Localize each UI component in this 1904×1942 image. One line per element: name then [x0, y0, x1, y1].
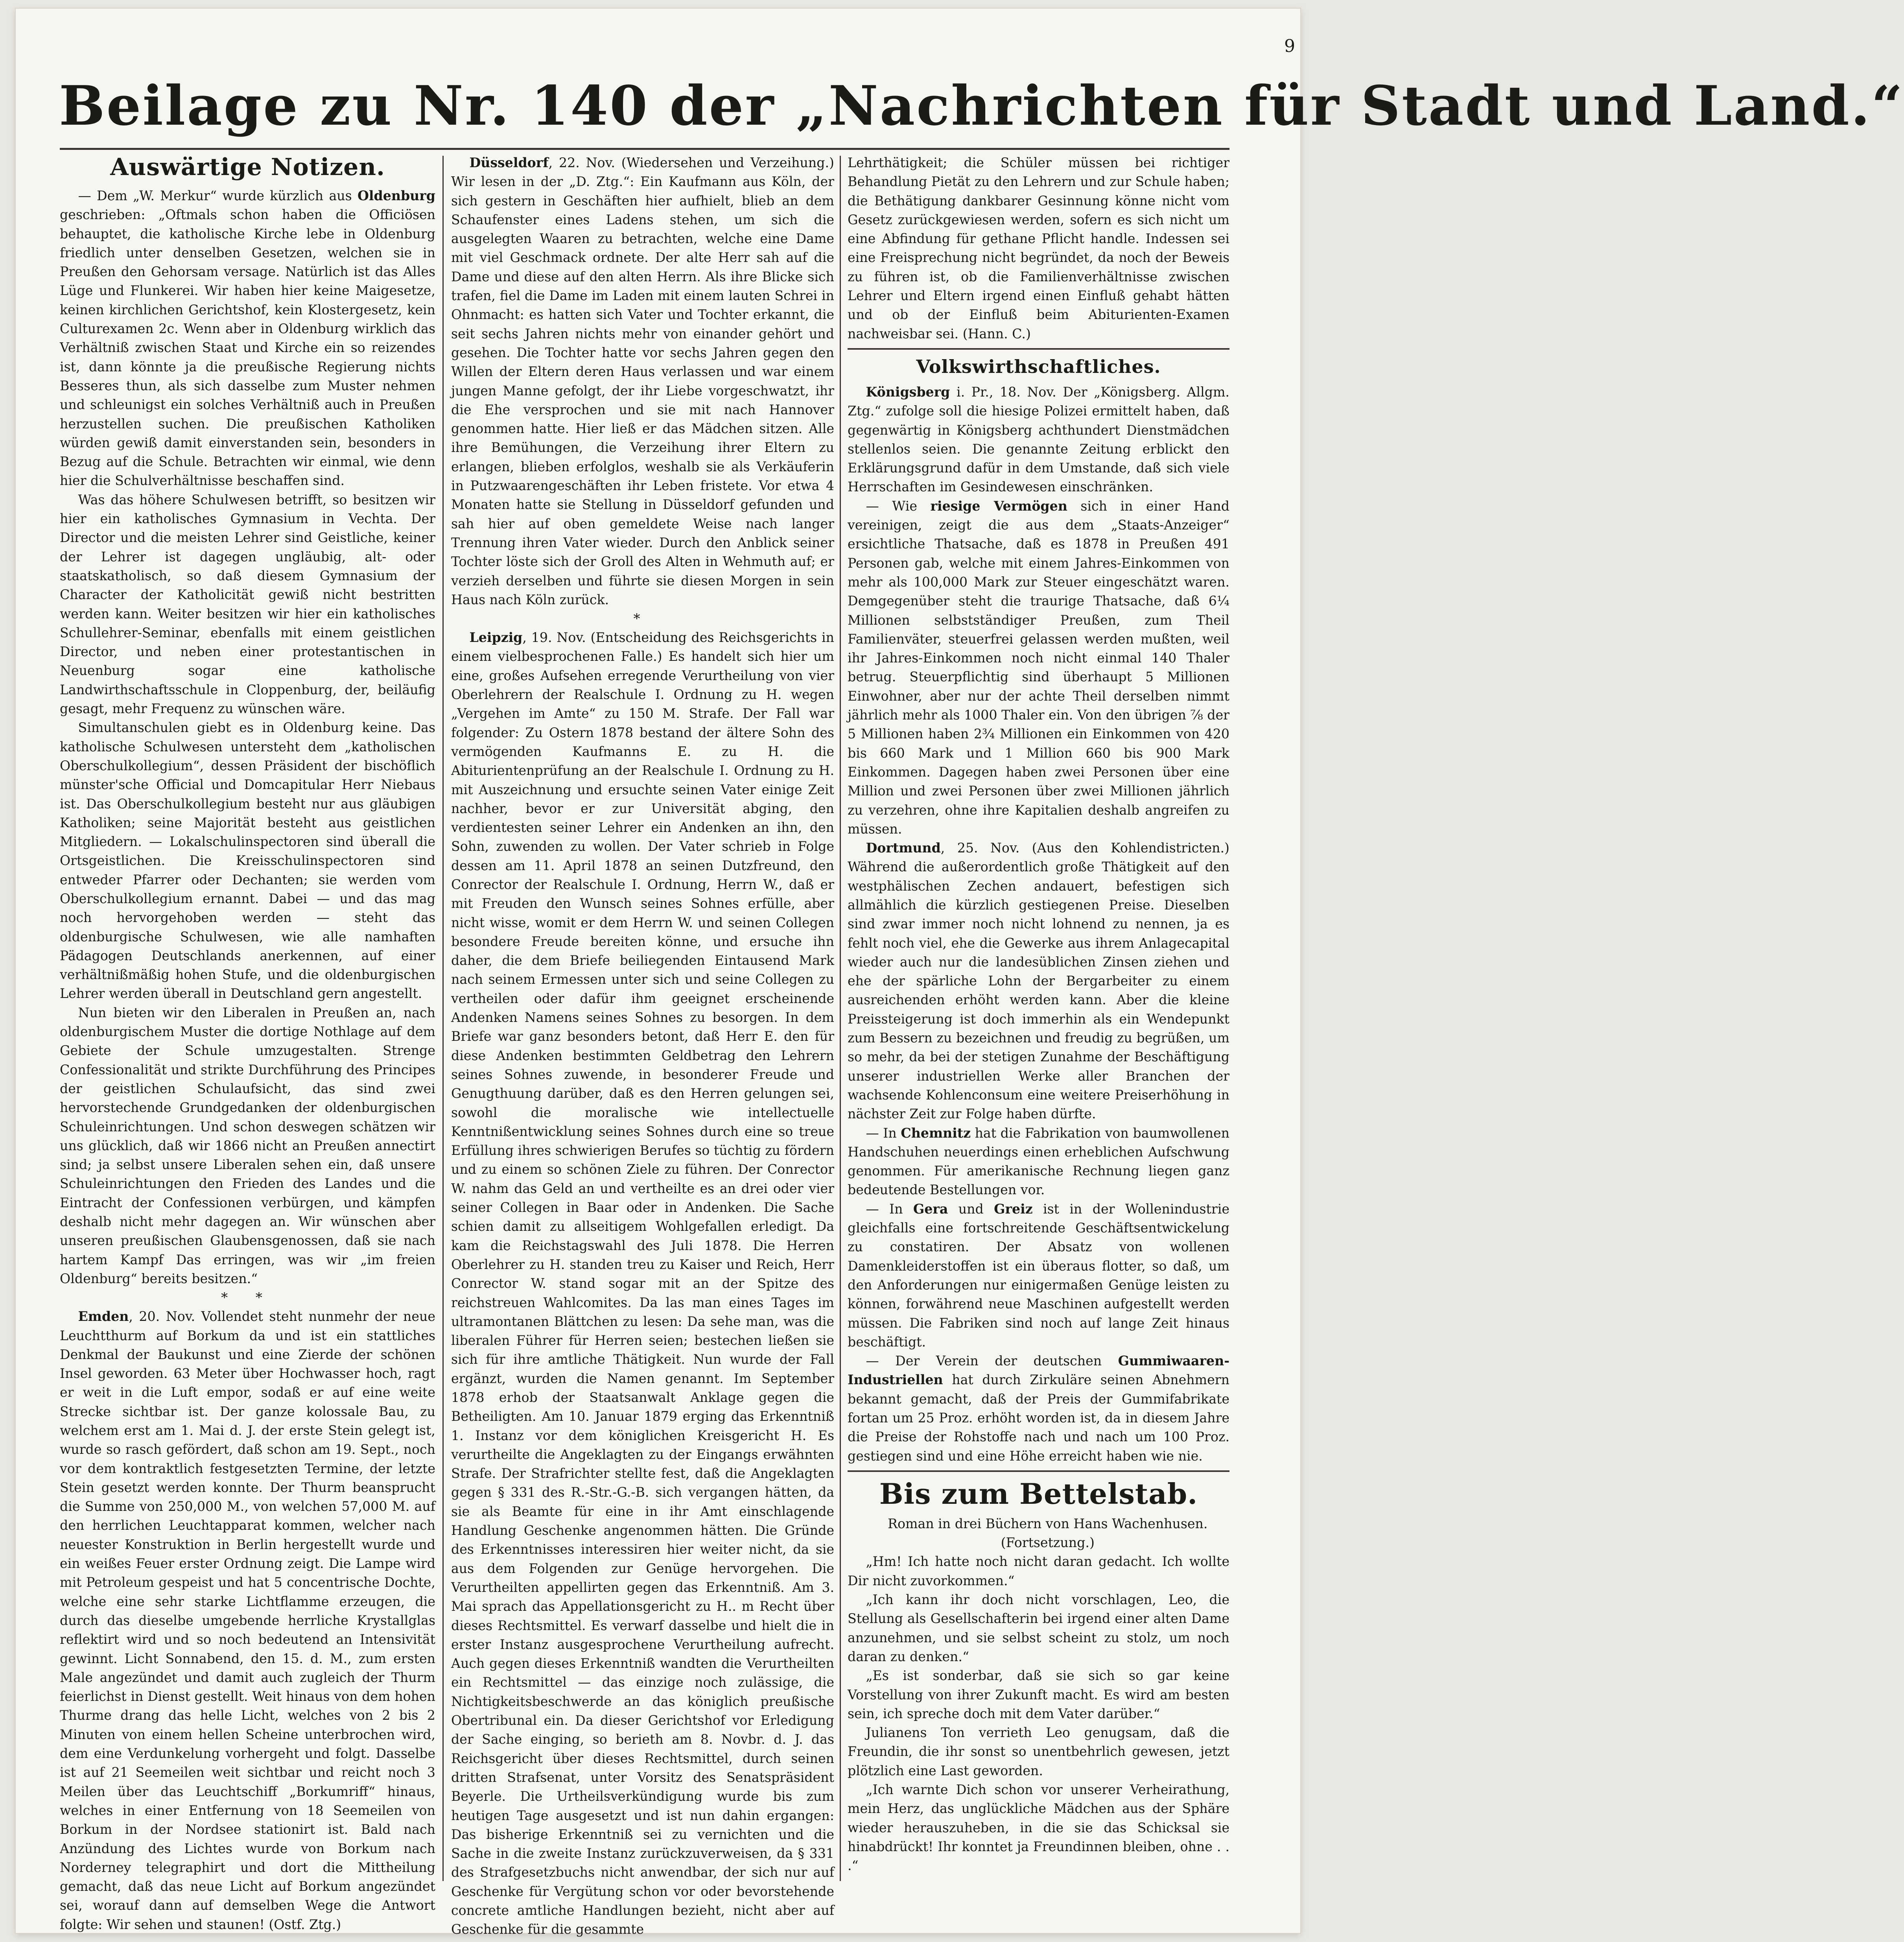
- source-note: (Hann. C.): [962, 326, 1031, 341]
- column-2: [451, 153, 834, 1939]
- article-koenigsberg: Königsberg i. Pr., 18. Nov. Der „Königsberg. Allgm. Ztg.“ zufolge soll die hiesige Polizei ermittelt haben, daß gegenwärtig in Königsberg achthundert Dienstmädchen stellenlos seien. Die genannte Zeitung erblickt den Erklärungsgrund dafür in dem Umstande, daß sich viele Herrschaften im Gesindewesen einschränken.: [848, 384, 1229, 495]
- article-chemnitz: — In Chemnitz hat die Fabrikation von baumwollenen Handschuhen neuerdings einen erheblichen Aufschwung genommen. Für amerikanische Rechnung liegen ganz bedeutende Bestellungen vor.: [848, 1125, 1229, 1198]
- feuilleton-rule: [848, 1470, 1229, 1472]
- novel-title: Bis zum Bettelstab.: [879, 1477, 1198, 1510]
- source-note: (Ostf. Ztg.): [269, 1916, 341, 1932]
- novel-subtitle: Roman in drei Büchern von Hans Wachenhusen.: [888, 1516, 1208, 1531]
- article-oldenburg: — Dem „W. Merkur“ wurde kürzlich aus Oldenburg geschrieben: „Oftmals schon haben die Officiösen behauptet, die katholische Kirche lebe in Oldenburg friedlich unter denselben Gesetzen, welchen sie in Preußen den Gehorsam versage. Natürlich ist das Alles Lüge und Flunkerei. Wir haben hier keine Maigesetze, keinen kirchlichen Gerichtshof, kein Klostergesetz, kein Culturexamen 2c. Wenn aber in Oldenburg wirklich das Verhältniß zwischen Staat und Kirche ein so reizendes ist, dann könnte ja die preußische Regierung nichts Besseres thun, als sich dasselbe zum Muster nehmen und schleunigst ein solches Verhältniß auch in Preußen herzustellen suchen. Die preußischen Katholiken würden gewiß damit einverstanden sein, besonders in Bezug auf die Schule. Betrachten wir einmal, wie denn hier die Schulverhältnisse beschaffen sind.: [60, 188, 435, 489]
- dateline-duesseldorf: Düsseldorf: [469, 155, 549, 170]
- novel-paragraph: „Es ist sonderbar, daß sie sich so gar keine Vorstellung von ihrer Zukunft macht. Es wird am besten sein, ich spreche doch mit dem Vater darüber.“: [848, 1668, 1229, 1721]
- article-emden: Emden, 20. Nov. Vollendet steht nunmehr der neue Leuchtthurm auf Borkum da und ist ein stattliches Denkmal der Baukunst und eine Zierde der schönen Insel geworden. 63 Meter über Hochwasser hoch, ragt er weit in die Luft empor, sodaß er auf eine weite Strecke sichtbar ist. Der ganze kolossale Bau, zu welchem erst am 1. Mai d. J. der erste Stein gelegt ist, wurde so rasch gefördert, daß schon am 19. Sept., noch vor dem kontraktlich festgesetzten Termine, der letzte Stein gesetzt werden konnte. Der Thurm beansprucht die Summe von 250,000 M., von welchen 57,000 M. auf den herrlichen Leuchtapparat kommen, welcher nach neuester Konstruktion in Berlin hergestellt wurde und ein weißes Feuer erster Ordnung zeigt. Die Lampe wird mit Petroleum gespeist und hat 5 concentrische Dochte, welche eine sehr starke Lichtflamme erzeugen, die durch das dieselbe umgebende herrliche Krystallglas reflektirt wird und so noch bedeutend an Intensivität gewinnt. Licht Sonnabend, den 15. d. M., zum ersten Male angezündet und damit auch zugleich der Thurm feierlichst in Dienst gestellt. Weit hinaus von dem hohen Thurme drang das helle Licht, welches von 2 bis 2 Minuten von einem hellen Scheine unterbrochen wird, dem eine Verdunkelung vorhergeht und folgt. Dasselbe ist auf 21 Seemeilen weit sichtbar und reicht noch 3 Meilen über das Leuchtschiff „Borkumriff“ hinaus, welches in einer Entfernung von 18 Seemeilen von Borkum in der Nordsee stationirt ist. Bald nach Anzündung des Lichtes wurde von Borkum nach Norderney telegraphirt und dort die Mittheilung gemacht, daß das neue Licht auf Borkum angezündet sei, worauf dann auf demselben Wege die Antwort folgte: Wir sehen und staunen! (Ostf. Ztg.): [60, 1309, 435, 1932]
- dateline-dortmund: Dortmund: [866, 840, 941, 856]
- masthead-rule: [60, 148, 1229, 150]
- page-number: 9: [1284, 36, 1295, 56]
- article-leipzig-continued: Lehrthätigkeit; die Schüler müssen bei richtiger Behandlung Pietät zu den Lehrern und zur Schule haben; die Bethätigung dankbarer Gesinnung könne nicht vom Gesetz zurückgewiesen werden, sofern es sich nicht um eine Abfindung für gethane Pflicht handle. Indessen sei eine Freisprechung nicht begründet, da noch der Beweis zu führen ist, ob die Familienverhältnisse zwischen Lehrer und Eltern irgend einen Einfluß gehabt hätten und ob der Einfluß beim Abiturienten-Examen nachweisbar sei. (Hann. C.): [848, 155, 1229, 341]
- paragraph-schulwesen: Was das höhere Schulwesen betrifft, so besitzen wir hier ein katholisches Gymnasium in Vechta. Der Director und die meisten Lehrer sind Geistliche, keiner der Lehrer ist dagegen ungläubig, alt- oder staatskatholisch, so daß diesem Gymnasium der Character der Katholicität gewiß nicht bestritten werden kann. Weiter besitzen wir hier ein katholisches Schullehrer-Seminar, ebenfalls mit einem geistlichen Director, und neben einer protestantischen in Neuenburg sogar eine katholische Landwirthschaftsschule in Cloppenburg, der, beiläufig gesagt, mehr Frequenz zu wünschen wäre.: [60, 492, 435, 717]
- article-gummiwaaren: — Der Verein der deutschen Gummiwaaren-Industriellen hat durch Zirkuläre seinen Abnehmern bekannt gemacht, daß der Preis der Gummifabrikate fortan um 25 Proz. erhöht worden ist, da in diesem Jahre die Preise der Rohstoffe nach und nach um 100 Proz. gestiegen sind und eine Höhe erreicht haben wie nie.: [848, 1353, 1229, 1464]
- section-rule: [848, 348, 1229, 350]
- dateline-leipzig: Leipzig: [469, 630, 523, 645]
- article-duesseldorf: Düsseldorf, 22. Nov. (Wiedersehen und Verzeihung.) Wir lesen in der „D. Ztg.“: Ein Kaufmann aus Köln, der sich gestern in Geschäften hier aufhielt, blieb an dem Schaufenster eines Ladens stehen, um sich die ausgelegten Waaren zu betrachten, welche eine Dame mit viel Geschmack ordnete. Der alte Herr sah auf die Dame und diese auf den alten Herrn. Als ihre Blicke sich trafen, fiel die Dame im Laden mit einem lauten Schrei in Ohnmacht: es hatten sich Vater und Tochter erkannt, die seit sechs Jahren nichts mehr von einander gehört und gesehen. Die Tochter hatte vor sechs Jahren gegen den Willen der Eltern deren Haus verlassen und war einem jungen Manne gefolgt, der ihr Liebe vorgeschwatzt, ihr die Ehe versprochen und sie mit nach Hannover genommen hatte. Hier ließ er das Mädchen sitzen. Alle ihre Bemühungen, die Verzeihung ihrer Eltern zu erlangen, blieben erfolglos, weshalb sie als Verkäuferin in Putzwaarengeschäften ihr Leben fristete. Vor etwa 4 Monaten hatte sie Stellung in Düsseldorf gefunden und sah hier auf oben gemeldete Weise nach langer Trennung ihren Vater wieder. Durch den Anblick seiner Tochter löste sich der Groll des Alten in Wehmuth auf; er verzieh derselben und führte sie diesen Morgen in sein Haus nach Köln zurück.: [451, 155, 834, 607]
- dateline-emden: Emden: [78, 1309, 129, 1324]
- star-separator: * *: [221, 1290, 274, 1306]
- article-vermoegen: — Wie riesige Vermögen sich in einer Hand vereinigen, zeigt die aus dem „Staats-Anzeiger“ ersichtliche Thatsache, daß es 1878 in Preußen 491 Personen gab, welche mit einem Jahres-Einkommen von mehr als 100,000 Mark zur Steuer eingeschätzt waren. Demgegenüber steht die traurige Thatsache, daß 6¼ Millionen selbstständiger Preußen, zum Theil Familienväter, steuerfrei gelassen werden mußten, weil ihr Jahres-Einkommen noch nicht einmal 140 Thaler betrug. Steuerpflichtig sind überhaupt 5 Millionen Einwohner, aber nur der achte Theil derselben nimmt jährlich mehr als 1000 Thaler ein. Von den übrigen ⅞ der 5 Millionen haben 2¾ Millionen ein Einkommen von 420 bis 660 Mark und 1 Million 660 bis 900 Mark Einkommen. Dagegen haben zwei Personen über eine Million und zwei Personen über zwei Millionen jährlich zu verzehren, ohne ihre Kapitalien deshalb angreifen zu müssen.: [848, 498, 1229, 837]
- article-leipzig: Leipzig, 19. Nov. (Entscheidung des Reichsgerichts in einem vielbesprochenen Falle.) Es handelt sich hier um eine, großes Aufsehen erregende Verurtheilung von vier Oberlehrern der Realschule I. Ordnung zu H. wegen „Vergehen im Amte“ zu 150 M. Strafe. Der Fall war folgender: Zu Ostern 1878 bestand der ältere Sohn des vermögenden Kaufmanns E. zu H. die Abiturientenprüfung an der Realschule I. Ordnung zu H. mit Auszeichnung und ersuchte seinen Vater einige Zeit nachher, bevor er zur Universität abging, den verdientesten seiner Lehrer ein Andenken an ihn, den Sohn, zuwenden zu wollen. Der Vater schrieb in Folge dessen am 11. April 1878 an seinen Dutzfreund, den Conrector der Realschule I. Ordnung, Herrn W., daß er mit Freuden den Wunsch seines Sohnes erfülle, aber nicht wisse, womit er dem Herrn W. und seinen Collegen besondere Freude bereiten könne, und ersuche ihn daher, die dem Briefe beiliegenden Eintausend Mark nach seinem Ermessen unter sich und seine Collegen zu vertheilen oder dafür ihm geeignet erscheinende Andenken Namens seines Sohnes zu besorgen. In dem Briefe war ganz besonders betont, daß Herr E. den für diese Andenken bestimmten Geldbetrag den Lehrern seines Sohnes zuwende, in besonderer Freude und Genugthuung darüber, daß es den Herren gelungen sei, sowohl die moralische wie intellectuelle Kenntnißentwicklung seines Sohnes durch eine so treue Erfüllung ihres schwierigen Berufes so tüchtig zu fördern und zu einem so schönen Ziele zu führen. Der Conrector W. nahm das Geld an und vertheilte es an drei oder vier seiner Collegen in Baar oder in Andenken. Die Sache schien damit zu allseitigem Wohlgefallen erledigt. Da kam die Reichstagswahl des Juli 1878. Die Herren Oberlehrer zu H. standen treu zu Kaiser und Reich, Herr Conrector W. stand sogar mit an der Spitze des reichstreuen Wahlcomites. Da las man eines Tages im ultramontanen Blättchen zu lesen: Da sehe man, was die liberalen Führer für Herren seien; bestechen ließen sie sich für ihre amtliche Thätigkeit. Nun wurde der Fall ergänzt, wurden die Namen genannt. Im September 1878 erhob der Staatsanwalt Anklage gegen die Betheiligten. Am 10. Januar 1879 erging das Erkenntniß 1. Instanz vor dem königlichen Kreisgericht H. Es verurtheilte die Angeklagten zu der Eingangs erwähnten Strafe. Der Strafrichter stellte fest, daß die Angeklagten gegen § 331 des R.-Str.-G.-B. sich vergangen hätten, da sie als Beamte für eine in ihr Amt einschlagende Handlung Geschenke angenommen hätten. Die Gründe des Erkenntnisses interessiren hier weiter nicht, da sie aus dem Folgenden zur Genüge hervorgehen. Die Verurtheilten appellirten gegen das Erkenntniß. Am 3. Mai sprach das Appellationsgericht zu H.. m Recht über dieses Rechtsmittel. Es verwarf dasselbe und hielt die in erster Instanz ausgesprochene Verurtheilung aufrecht. Auch gegen dieses Erkenntniß wandten die Verurtheilten ein Rechtsmittel — das einzige noch zulässige, die Nichtigkeitsbeschwerde an das königlich preußische Obertribunal ein. Da dieser Gerichtshof vor Erledigung der Sache einging, so berieth am 8. Novbr. d. J. das Reichsgericht über dieses Rechtsmittel, durch seinen dritten Strafsenat, unter Vorsitz des Senatspräsident Beyerle. Die Urtheilsverkündigung wurde bis zum heutigen Tage ausgesetzt und ist nun dahin ergangen: Das bisherige Erkenntniß sei zu vernichten und die Sache in die zweite Instanz zurückzuverweisen, da § 331 des Strafgesetzbuchs nicht anwendbar, der sich nur auf Geschenke für Vergütung schon vor oder bevorstehende concrete amtliche Handlungen bezieht, nicht aber auf Geschenke für die gesammte: [451, 630, 834, 1937]
- star-separator: *: [633, 611, 652, 627]
- section-heading-auswaertige-notizen: Auswärtige Notizen.: [110, 153, 385, 181]
- article-dortmund: Dortmund, 25. Nov. (Aus den Kohlendistricten.) Während die außerordentlich große Thätigkeit auf den westphälischen Zechen andauert, befestigen sich allmählich die kürzlich gestiegenen Preise. Dieselben sind zwar immer noch nicht lohnend zu nennen, ja es fehlt noch viel, ehe die Gewerke aus ihrem Anlagecapital wieder auch nur die landesüblichen Zinsen ziehen und ehe der spärliche Lohn der Bergarbeiter zu einem ausreichenden erhöht werden kann. Aber die kleine Preissteigerung ist doch immerhin als ein Wendepunkt zum Bessern zu bezeichnen und freudig zu begrüßen, um so mehr, da bei der stetigen Zunahme der Beschäftigung unserer industriellen Werke aller Branchen der wachsende Kohlenconsum eine weitere Preiserhöhung in nächster Zeit zur Folge haben dürfte.: [848, 840, 1229, 1122]
- novel-paragraph: „Hm! Ich hatte noch nicht daran gedacht. Ich wollte Dir nicht zuvorkommen.“: [848, 1554, 1229, 1588]
- novel-paragraph: Julianens Ton verrieth Leo genugsam, daß die Freundin, die ihr sonst so unentbehrlich gewesen, jetzt plötzlich eine Last geworden.: [848, 1725, 1229, 1778]
- novel-paragraph: „Ich kann ihr doch nicht vorschlagen, Leo, die Stellung als Gesellschafterin bei irgend einer alten Dame anzunehmen, und sie selbst scheint zu stolz, um noch daran zu denken.“: [848, 1592, 1229, 1664]
- column-rule-2: [840, 156, 841, 1881]
- masthead-title: Beilage zu Nr. 140 der „Nachrichten für Stadt und Land.“: [59, 74, 1904, 138]
- column-3: [848, 153, 1229, 1876]
- section-heading-volkswirthschaftliches: Volkswirthschaftliches.: [916, 356, 1161, 377]
- paragraph-simultanschulen: Simultanschulen giebt es in Oldenburg keine. Das katholische Schulwesen untersteht dem „katholischen Oberschulkollegium“, dessen Präsident der bischöflich münster'sche Official und Domcapitular Herr Niebaus ist. Das Oberschulkollegium besteht nur aus gläubigen Katholiken; seine Majorität besteht aus geistlichen Mitgliedern. — Lokalschulinspectoren sind überall die Ortsgeistlichen. Die Kreisschulinspectoren sind entweder Pfarrer oder Dechanten; sie werden vom Oberschulkollegium ernannt. Dabei — und das mag noch hervorgehoben werden — steht das oldenburgische Schulwesen, wie alle namhaften Pädagogen Deutschlands anerkennen, auf einer verhältnißmäßig hohen Stufe, und die oldenburgischen Lehrer werden überall in Deutschland gern angestellt.: [60, 720, 435, 1001]
- article-gera-greiz: — In Gera und Greiz ist in der Wollenindustrie gleichfalls eine fortschreitende Geschäftsentwickelung zu constatiren. Der Absatz von wollenen Damenkleiderstoffen ist ein überaus flotter, so daß, um den Anforderungen nur einigermaßen Genüge leisten zu können, forwährend neue Maschinen aufgestellt werden müssen. Die Fabriken sind noch auf lange Zeit hinaus beschäftigt.: [848, 1201, 1230, 1350]
- column-rule-1: [442, 156, 444, 1881]
- dateline-oldenburg: Oldenburg: [358, 188, 435, 203]
- column-1: [60, 153, 435, 1934]
- dateline-koenigsberg: Königsberg: [866, 384, 950, 400]
- paragraph-liberalen: Nun bieten wir den Liberalen in Preußen an, nach oldenburgischem Muster die dortige Nothlage auf dem Gebiete der Schule umzugestalten. Strenge Confessionalität und strikte Durchführung des Principes der geistlichen Schulaufsicht, das sind zwei hervorstechende Grundgedanken der oldenburgischen Schuleinrichtungen. Und schon deswegen schätzen wir uns glücklich, daß wir 1866 nicht an Preußen annectirt sind; ja selbst unsere Liberalen sehen ein, daß unsere Schuleinrichtungen den Frieden des Landes und die Eintracht der Confessionen verbürgen, und kämpfen deshalb nicht mehr dagegen an. Wir wünschen aber unseren preußischen Glaubensgenossen, daß sie nach hartem Kampf Das erringen, was wir „im freien Oldenburg“ bereits besitzen.“: [60, 1005, 435, 1286]
- novel-paragraph: „Ich warnte Dich schon vor unserer Verheirathung, mein Herz, das unglückliche Mädchen aus der Sphäre wieder herauszuheben, in die sie das Schicksal sie hinabdrückt! Ihr konntet ja Freundinnen bleiben, ohne . . .“: [848, 1782, 1229, 1874]
- novel-continuation-note: (Fortsetzung.): [1001, 1535, 1095, 1551]
